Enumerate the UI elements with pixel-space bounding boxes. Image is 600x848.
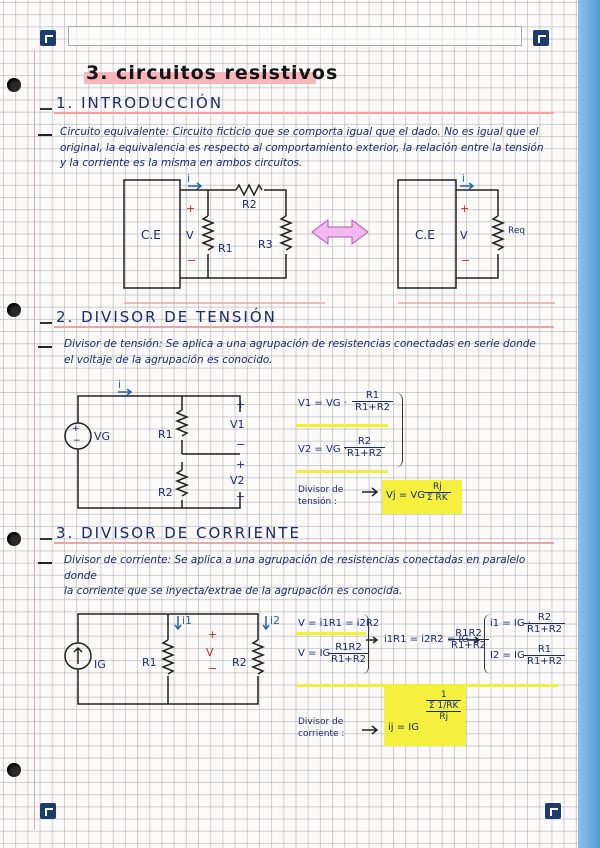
r1-label: R1 <box>142 656 157 669</box>
text-line: Divisor de corriente: Se aplica a una agrupación de resistencias conectadas en paralelo donde <box>64 554 526 582</box>
minus-sign: − <box>73 436 81 446</box>
current-label: i <box>118 378 122 391</box>
vg-label: VG <box>94 430 111 443</box>
highlight-bar <box>296 632 366 635</box>
numerator: 1 <box>426 690 461 701</box>
formula-v2-fraction <box>344 436 385 459</box>
v2-label: V2 <box>230 474 245 487</box>
arrow-icon <box>362 726 377 734</box>
formula-general-lhs: ij = IG <box>388 722 419 733</box>
resistor-r1 <box>203 216 213 250</box>
voltage-label: V <box>206 646 214 659</box>
formula-general-fraction <box>426 690 461 722</box>
i1-label: i1 <box>182 614 193 627</box>
minus-sign: − <box>236 438 246 451</box>
highlight-bar <box>296 470 388 473</box>
text-line: y la corriente es la misma en ambos circuitos. <box>60 157 303 169</box>
formula-general-fraction <box>424 482 451 503</box>
voltage-label: V <box>460 229 468 242</box>
i2-label: i2 <box>270 614 281 627</box>
plus-sign: + <box>236 398 246 411</box>
numerator: R1 <box>352 390 393 402</box>
resistor-req <box>493 216 503 250</box>
minus-sign: − <box>461 254 471 267</box>
denominator: R1+R2 <box>355 402 390 413</box>
v1-label: V1 <box>230 418 245 431</box>
r1-label: R1 <box>218 242 233 255</box>
section-heading: 3. DIVISOR DE CORRIENTE <box>56 524 301 542</box>
label-line: corriente : <box>298 729 345 739</box>
ce-label: C.E <box>415 228 435 242</box>
formula-v2-lhs: V2 = VG · <box>298 444 347 455</box>
plus-sign: + <box>208 628 218 641</box>
equivalence-arrow-icon <box>312 220 368 244</box>
divisor-corriente-label <box>298 716 344 740</box>
numerator: R2 <box>524 612 565 624</box>
r1-label: R1 <box>158 428 173 441</box>
resistor-r3 <box>281 216 291 250</box>
label-line: Divisor de <box>298 485 344 495</box>
highlight-bar <box>296 424 388 427</box>
plus-sign: + <box>186 202 196 215</box>
denominator: R1+R2 <box>527 656 562 667</box>
text-line: la corriente que se inyecta/extrae de la agrupación es conocida. <box>64 585 403 597</box>
brace <box>362 614 369 674</box>
formula-i2-fraction <box>524 644 565 667</box>
text-line: Divisor de tensión: Se aplica a una agrupación de resistencias conectadas en serie donde <box>64 338 536 350</box>
ce-label: C.E <box>141 228 161 242</box>
formula-i1-fraction <box>524 612 565 635</box>
r2-label: R2 <box>242 198 257 211</box>
resistor-r2 <box>236 185 262 195</box>
formula-i2-lhs: I2 = IG <box>490 650 525 661</box>
numerator: R2 <box>344 436 385 448</box>
arrow-icon <box>362 488 377 496</box>
numerator: Rj <box>424 482 451 493</box>
denominator: R1+R2 <box>331 654 366 665</box>
minus-sign: − <box>187 254 197 267</box>
text-line: original, la equivalencia es respecto al comportamiento exterior, la relación entre la tensión <box>60 141 544 154</box>
denominator: R1+R2 <box>527 624 562 635</box>
plus-sign: + <box>72 424 80 434</box>
formula-eq3-lhs: i1R1 = i2R2 = IG <box>384 634 470 645</box>
formula-general-lhs: Vj = VG <box>386 490 425 501</box>
denominator: Rj <box>439 712 449 722</box>
resistor-r2 <box>177 470 187 496</box>
brace <box>394 392 403 468</box>
current-label: i <box>462 172 466 185</box>
formula-eq3-fraction <box>448 628 489 651</box>
formula-v1-fraction <box>352 390 393 413</box>
plus-sign: + <box>460 202 470 215</box>
resistor-r2 <box>253 640 263 674</box>
section-heading: 2. DIVISOR DE TENSIÓN <box>56 308 277 326</box>
text-line: el voltaje de la agrupación es conocido. <box>64 353 273 366</box>
inner-term: Σ 1/RK <box>426 701 461 712</box>
denominator: R1+R2 <box>451 640 486 651</box>
page-title: 3. circuitos resistivos <box>86 62 339 84</box>
formula-eq1: V = i1R1 = i2R2 <box>298 618 380 629</box>
voltage-label: V <box>186 229 194 242</box>
r3-label: R3 <box>258 238 273 251</box>
ig-label: IG <box>94 658 106 671</box>
minus-sign: − <box>236 490 246 503</box>
numerator: R1R2 <box>328 642 369 654</box>
text-line: Circuito equivalente: Circuito ficticio que se comporta igual que el dado. No es igual que el <box>60 126 539 138</box>
label-line: tensión : <box>298 497 338 507</box>
resistor-r1 <box>163 640 173 674</box>
numerator: R1 <box>524 644 565 656</box>
formula-i1-lhs: i1 = IG · <box>490 618 531 629</box>
formula-eq2-lhs: V = IG <box>298 648 331 659</box>
label-line: Divisor de <box>298 717 344 727</box>
current-arrow-icon <box>175 616 181 629</box>
denominator: R1+R2 <box>347 448 382 459</box>
req-label: Req <box>508 226 526 236</box>
r2-label: R2 <box>232 656 247 669</box>
denominator: Σ RK <box>427 493 448 503</box>
plus-sign: + <box>236 458 246 471</box>
numerator: R1R2 <box>448 628 489 640</box>
resistor-r1 <box>177 410 187 436</box>
section-heading: 1. INTRODUCCIÓN <box>56 94 224 112</box>
source-arrow-icon <box>74 648 82 664</box>
r2-label: R2 <box>158 486 173 499</box>
current-label: i <box>187 172 191 185</box>
divisor-tension-label <box>298 484 343 508</box>
current-arrow-icon <box>263 616 269 629</box>
formula-v1-lhs: V1 = VG · <box>298 398 347 409</box>
minus-sign: − <box>208 662 218 675</box>
